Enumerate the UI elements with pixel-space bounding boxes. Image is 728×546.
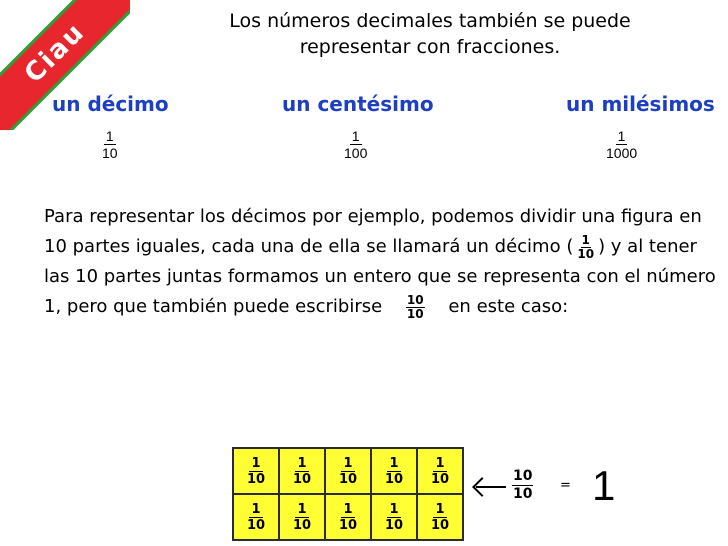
fraction-denominator: 10 xyxy=(246,517,266,533)
fraction-denominator: 10 xyxy=(338,517,358,533)
result-value: 1 xyxy=(592,462,616,509)
result-fraction xyxy=(512,468,533,503)
fraction-numerator: 10 xyxy=(513,468,533,484)
paragraph-text-2: ) y al tener las 10 partes juntas formamos un entero que se representa con el número 1, pero que también puede escribirse xyxy=(44,236,716,317)
fraction-denominator: 10 xyxy=(430,471,450,487)
explanation-paragraph xyxy=(44,202,716,322)
fraction-numerator: 1 xyxy=(435,501,445,517)
fraction-centesimo xyxy=(344,128,367,161)
grid-cell xyxy=(372,495,416,539)
fraction-numerator: 1 xyxy=(251,455,261,471)
fraction-denominator: 10 xyxy=(406,306,424,321)
unit-label-milesimo: un milésimos xyxy=(566,92,715,116)
fraction-numerator: 1 xyxy=(297,455,307,471)
fraction-numerator: 1 xyxy=(297,501,307,517)
fraction-denominator: 10 xyxy=(102,145,118,161)
fraction-denominator: 100 xyxy=(344,145,368,161)
fraction-denominator: 10 xyxy=(384,471,404,487)
fraction-milesimo xyxy=(606,128,637,161)
fraction-numerator: 1 xyxy=(343,455,353,471)
fraction-denominator: 10 xyxy=(292,471,312,487)
fraction-denominator: 10 xyxy=(292,517,312,533)
fraction-denominator: 10 xyxy=(577,246,595,261)
paragraph-text-3: en este caso: xyxy=(448,296,569,317)
fraction-denominator: 10 xyxy=(246,471,266,487)
tenths-grid xyxy=(232,447,464,541)
grid-cell xyxy=(326,495,370,539)
fraction-numerator: 1 xyxy=(581,232,590,247)
inline-fraction-tenth xyxy=(577,234,594,261)
grid-cell xyxy=(372,449,416,493)
fraction-numerator: 1 xyxy=(435,455,445,471)
equals-sign: = xyxy=(560,478,571,493)
grid-cell xyxy=(326,449,370,493)
grid-cell xyxy=(418,449,462,493)
corner-ribbon-label: Ciau xyxy=(18,16,92,90)
grid-cell xyxy=(234,449,278,493)
fraction-denominator: 10 xyxy=(384,517,404,533)
fraction-numerator: 1 xyxy=(389,455,399,471)
grid-cell xyxy=(418,495,462,539)
grid-cell xyxy=(234,495,278,539)
fraction-numerator: 1 xyxy=(351,128,360,144)
fraction-numerator: 1 xyxy=(389,501,399,517)
fraction-numerator: 1 xyxy=(617,128,626,144)
fraction-denominator: 10 xyxy=(513,486,533,502)
inline-fraction-whole xyxy=(406,294,425,321)
fraction-denominator: 1000 xyxy=(606,145,638,161)
fraction-numerator: 1 xyxy=(105,128,114,144)
page-title: Los números decimales también se puede representar con fracciones. xyxy=(229,10,631,58)
paragraph-text-1: Para representar los décimos por ejemplo, podemos dividir una figura en 10 partes iguales, cada una de ella se llamará un décimo ( xyxy=(44,206,702,257)
grid-cell xyxy=(280,449,324,493)
unit-label-decimo: un décimo xyxy=(52,92,169,116)
unit-label-centesimo: un centésimo xyxy=(282,92,434,116)
fraction-numerator: 1 xyxy=(343,501,353,517)
grid-cell xyxy=(280,495,324,539)
fraction-denominator: 10 xyxy=(430,517,450,533)
fraction-decimo xyxy=(102,128,118,161)
fraction-denominator: 10 xyxy=(338,471,358,487)
fraction-numerator: 10 xyxy=(406,292,424,307)
left-arrow-icon xyxy=(476,486,506,488)
fraction-numerator: 1 xyxy=(251,501,261,517)
